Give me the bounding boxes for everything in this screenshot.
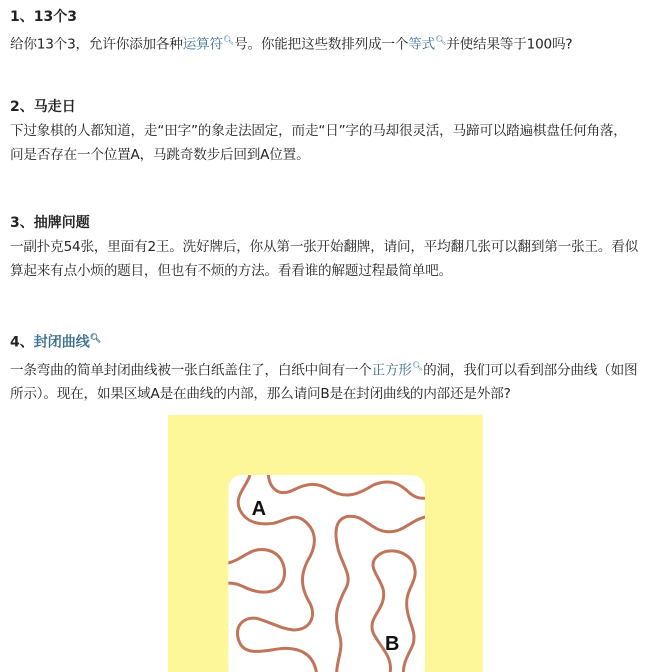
- search-icon[interactable]: 🔍︎: [89, 334, 102, 344]
- section-2: [10, 95, 640, 167]
- text: 一条弯曲的简单封闭曲线被一张白纸盖住了，白纸中间有一个: [10, 362, 372, 379]
- section-body: [10, 355, 640, 407]
- search-icon[interactable]: 🔍︎: [222, 36, 235, 46]
- section-title: [10, 327, 640, 355]
- closed-curve-figure: [168, 415, 483, 672]
- section-3: [10, 211, 640, 283]
- label-a: A: [251, 497, 267, 520]
- search-icon[interactable]: 🔍︎: [435, 36, 447, 46]
- label-b: B: [384, 632, 400, 655]
- section-1: [10, 5, 640, 57]
- text: 号。你能把这些数排列成一个: [234, 36, 409, 53]
- section-title: 3、抽牌问题: [10, 215, 90, 231]
- keyword-link[interactable]: 封闭曲线: [33, 334, 90, 351]
- section-body: 一副扑克54张，里面有2王。洗好牌后，你从第一张开始翻牌，请问，平均翻几张可以翻到第一张王。看似算起来有点小烦的题目，但也有不烦的方法。看看谁的解题过程最简单吧。: [10, 239, 639, 279]
- search-icon[interactable]: 🔍︎: [411, 361, 424, 372]
- text: 并使结果等于100吗?: [446, 36, 573, 53]
- section-title: 1、13个3: [10, 9, 77, 25]
- section-body: 下过象棋的人都知道，走“田字”的象走法固定，而走“日”字的马却很灵活，马蹄可以踏遍棋盘任何角落，问是否存在一个位置A，马跳奇数步后回到A位置。: [10, 123, 627, 163]
- section-body: [10, 29, 640, 57]
- section-4: [10, 327, 640, 406]
- text: 的洞，我们可以看到部分曲线（如图所示）。现在，如果区域A是在曲线的内部，那么请问B是在封闭曲线的内部还是外部?: [10, 362, 638, 403]
- section-title: 2、马走日: [10, 99, 76, 115]
- text: 给你13个3，允许你添加各种: [10, 36, 183, 53]
- title-prefix: 4、: [10, 334, 34, 351]
- keyword-link[interactable]: 等式: [408, 36, 436, 53]
- keyword-link[interactable]: 运算符: [182, 36, 223, 53]
- keyword-link[interactable]: 正方形: [371, 362, 412, 379]
